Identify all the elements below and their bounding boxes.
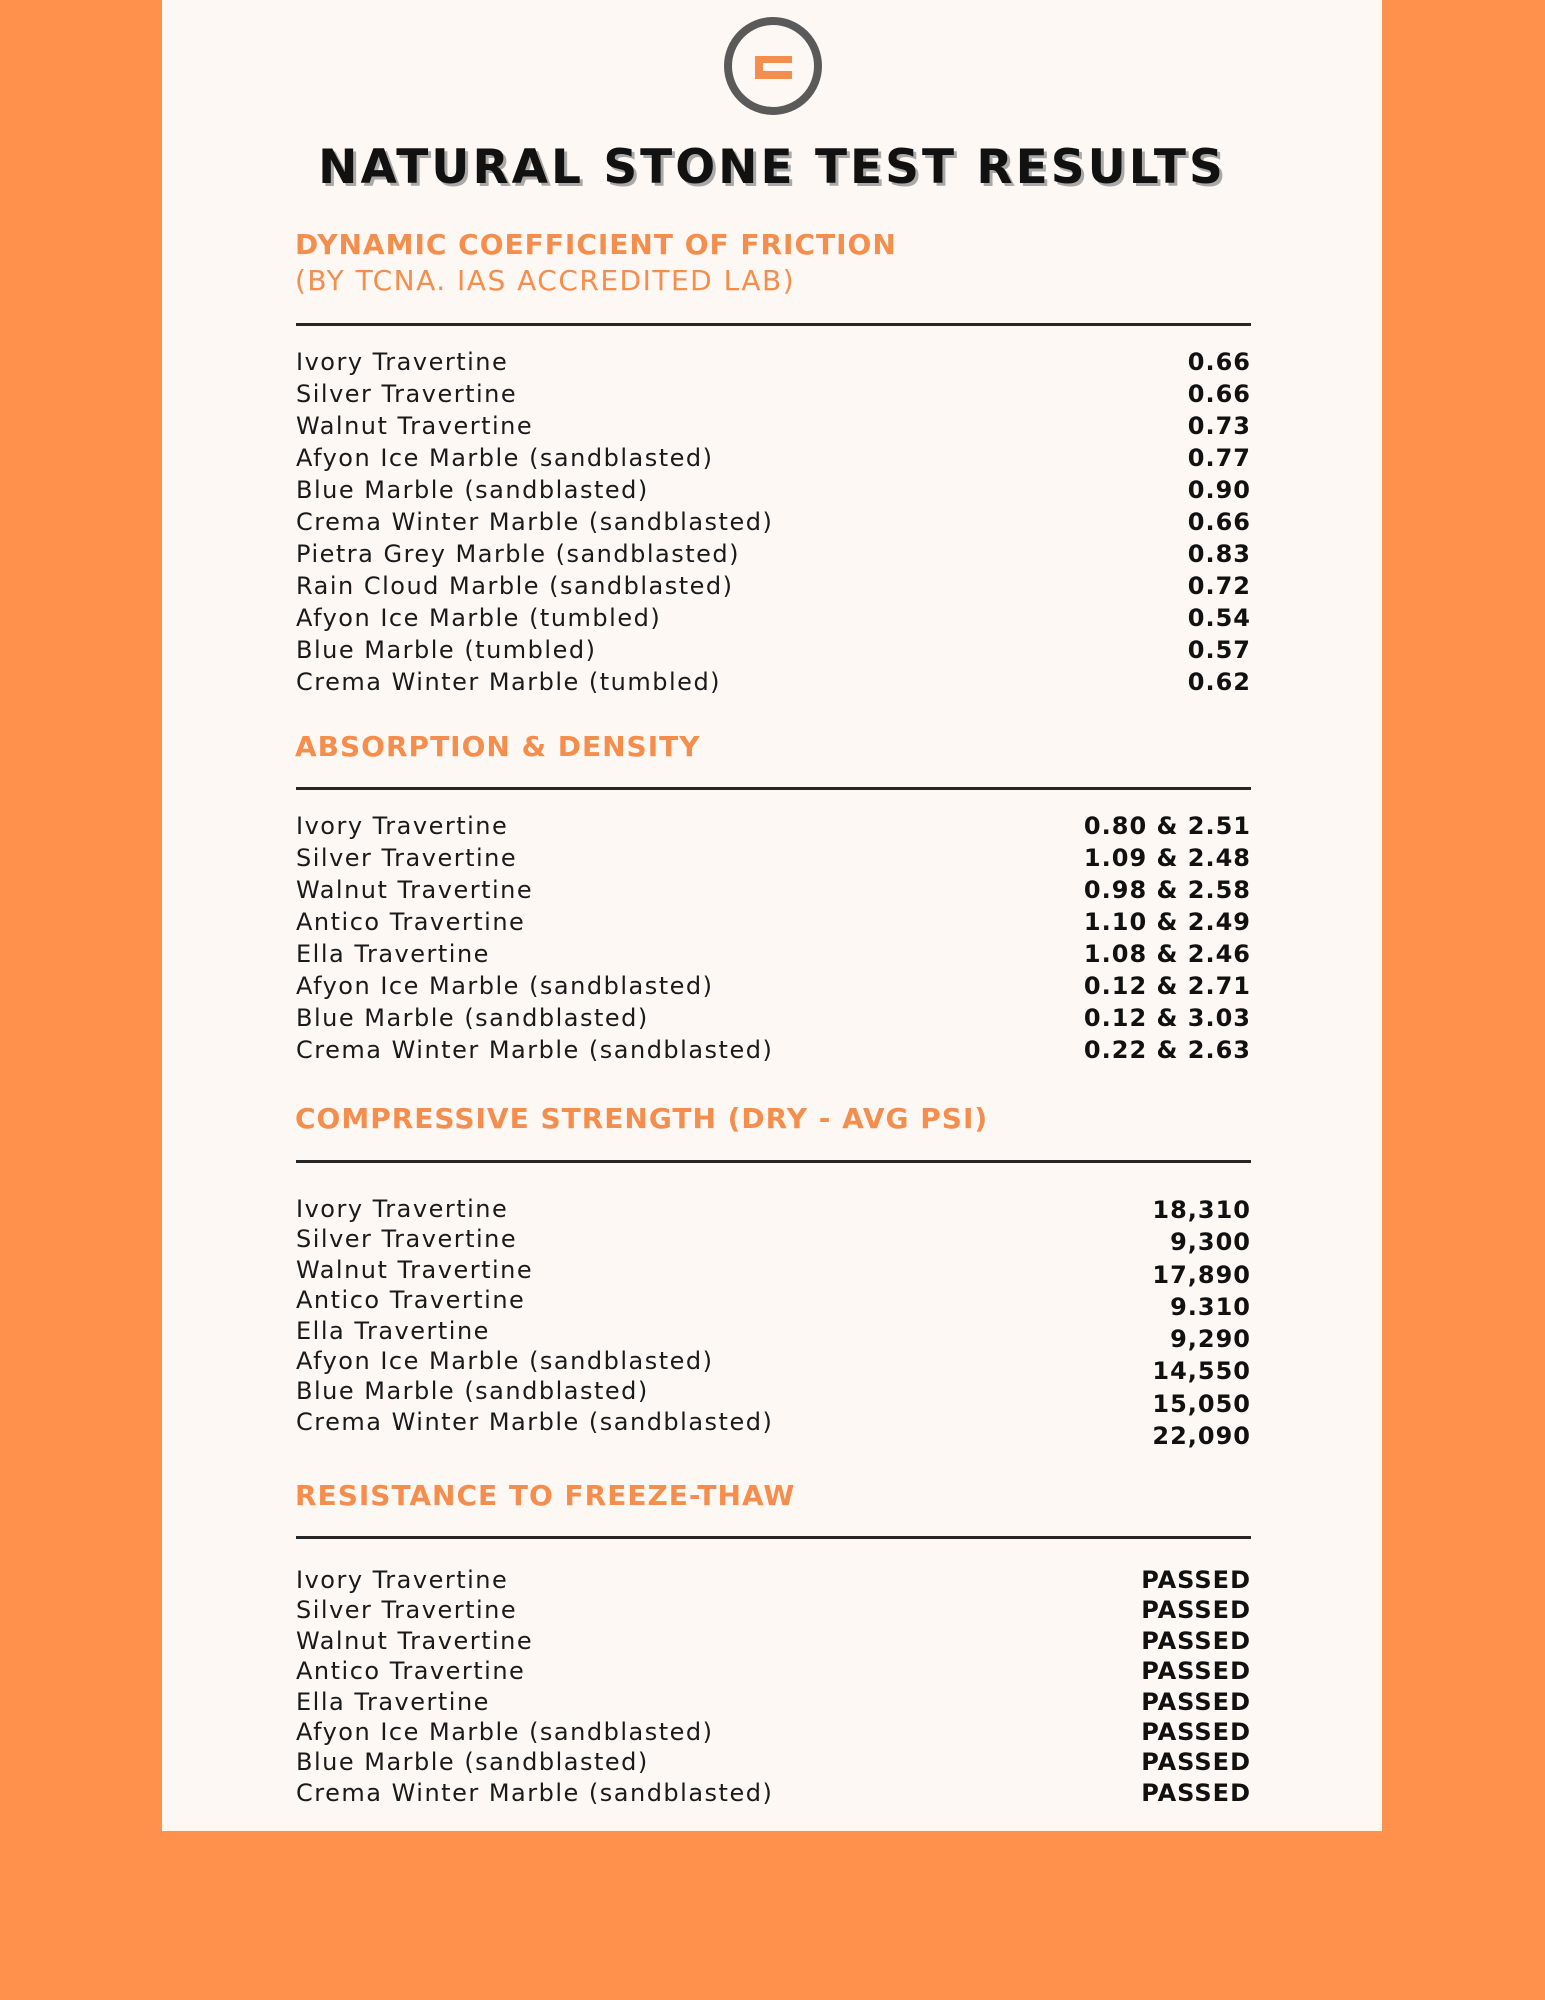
section-title-absorption: ABSORPTION & DENSITY (295, 730, 701, 763)
list-item (296, 506, 1251, 538)
test-value: PASSED (1141, 1626, 1251, 1655)
test-value: 18,310 (1152, 1196, 1251, 1224)
stone-name: Ella Travertine (296, 1316, 490, 1345)
list-item (296, 1565, 1251, 1595)
freeze-thaw-results-list (296, 1565, 1251, 1808)
friction-results-list (296, 346, 1251, 698)
test-value: 0.80 & 2.51 (1083, 812, 1251, 840)
list-item (296, 1323, 1251, 1355)
stone-name: Rain Cloud Marble (sandblasted) (296, 572, 734, 600)
stone-name: Afyon Ice Marble (tumbled) (296, 604, 662, 632)
section-divider-freeze-thaw (296, 1536, 1251, 1539)
test-value: 0.90 (1187, 476, 1251, 504)
list-item (296, 602, 1251, 634)
list-item (296, 1626, 1251, 1656)
list-item (296, 1291, 1251, 1323)
test-value: 0.72 (1187, 572, 1251, 600)
section-title-freeze-thaw: RESISTANCE TO FREEZE-THAW (295, 1479, 796, 1512)
test-value: 0.12 & 2.71 (1083, 972, 1251, 1000)
list-item (296, 1034, 1251, 1066)
list-item (296, 378, 1251, 410)
test-value: PASSED (1141, 1717, 1251, 1746)
stone-name: Ivory Travertine (296, 1566, 509, 1594)
stone-name: Walnut Travertine (296, 1626, 534, 1655)
stone-name: Crema Winter Marble (sandblasted) (296, 508, 774, 536)
test-value: 0.83 (1187, 540, 1251, 568)
test-value: 0.73 (1187, 412, 1251, 440)
stone-name: Antico Travertine (296, 1657, 526, 1686)
section-divider-friction (296, 323, 1251, 326)
test-value: 1.08 & 2.46 (1083, 940, 1251, 968)
test-value: 0.22 & 2.63 (1083, 1036, 1251, 1064)
list-item (296, 1259, 1251, 1291)
test-value: 0.77 (1187, 444, 1251, 472)
list-item (296, 666, 1251, 698)
stone-name: Afyon Ice Marble (sandblasted) (296, 444, 714, 472)
stone-name: Pietra Grey Marble (sandblasted) (296, 540, 741, 568)
stone-name: Ella Travertine (296, 1687, 490, 1716)
page-title: NATURAL STONE TEST RESULTS (318, 140, 1226, 195)
stone-name: Silver Travertine (296, 1225, 518, 1254)
list-item (296, 538, 1251, 570)
stone-name: Afyon Ice Marble (sandblasted) (296, 972, 714, 1000)
list-item (296, 1656, 1251, 1686)
stone-name: Antico Travertine (296, 908, 526, 936)
list-item (296, 1778, 1251, 1808)
list-item (296, 1687, 1251, 1717)
list-item (296, 474, 1251, 506)
list-item (296, 970, 1251, 1002)
stone-name: Walnut Travertine (296, 1255, 534, 1284)
test-value: 9,290 (1170, 1325, 1251, 1354)
compressive-values-list (296, 1194, 1251, 1452)
test-value: 22,090 (1152, 1422, 1251, 1451)
absorption-results-list (296, 810, 1251, 1066)
stone-name: Silver Travertine (296, 844, 518, 872)
stone-name: Ivory Travertine (296, 348, 509, 376)
stone-name: Silver Travertine (296, 1596, 518, 1625)
test-value: 0.66 (1187, 348, 1251, 376)
list-item (296, 442, 1251, 474)
test-value: PASSED (1141, 1748, 1251, 1777)
test-value: PASSED (1141, 1566, 1251, 1594)
stone-name: Crema Winter Marble (sandblasted) (296, 1036, 774, 1064)
stone-name: Crema Winter Marble (tumbled) (296, 668, 722, 696)
list-item (296, 1747, 1251, 1777)
list-item (296, 570, 1251, 602)
test-value: 14,550 (1152, 1357, 1251, 1386)
stone-name: Blue Marble (sandblasted) (296, 1004, 649, 1032)
stone-name: Silver Travertine (296, 380, 518, 408)
stone-name: Walnut Travertine (296, 412, 534, 440)
test-value: 0.57 (1187, 636, 1251, 664)
stone-name: Crema Winter Marble (sandblasted) (296, 1407, 774, 1436)
stone-name: Crema Winter Marble (sandblasted) (296, 1778, 774, 1807)
list-item (296, 1194, 1251, 1226)
list-item (296, 1226, 1251, 1258)
stone-name: Afyon Ice Marble (sandblasted) (296, 1717, 714, 1746)
list-item (296, 634, 1251, 666)
stone-name: Antico Travertine (296, 1286, 526, 1315)
logo-ring (728, 21, 818, 111)
section-title-compressive: COMPRESSIVE STRENGTH (DRY - AVG PSI) (295, 1102, 989, 1135)
section-title-friction: DYNAMIC COEFFICIENT OF FRICTION (295, 228, 897, 261)
list-item (296, 842, 1251, 874)
test-value: 0.66 (1187, 380, 1251, 408)
stone-name: Walnut Travertine (296, 876, 534, 904)
stone-name: Afyon Ice Marble (sandblasted) (296, 1346, 714, 1375)
stone-name: Blue Marble (sandblasted) (296, 1748, 649, 1777)
test-value: 0.54 (1187, 604, 1251, 632)
test-value: 9,300 (1170, 1228, 1251, 1257)
test-value: PASSED (1141, 1687, 1251, 1716)
section-divider-compressive (296, 1160, 1251, 1163)
list-item (296, 1388, 1251, 1420)
list-item (296, 1595, 1251, 1625)
stone-name: Ivory Travertine (296, 1195, 509, 1223)
stone-name: Blue Marble (tumbled) (296, 636, 597, 664)
e-letter-ring-logo-icon (722, 15, 824, 117)
list-item (296, 1420, 1251, 1452)
test-value: PASSED (1141, 1596, 1251, 1625)
test-value: PASSED (1141, 1778, 1251, 1807)
list-item (296, 1717, 1251, 1747)
list-item (296, 874, 1251, 906)
test-value: 0.12 & 3.03 (1083, 1004, 1251, 1032)
stone-name: Blue Marble (sandblasted) (296, 1377, 649, 1406)
list-item (296, 1002, 1251, 1034)
stone-name: Blue Marble (sandblasted) (296, 476, 649, 504)
list-item (296, 810, 1251, 842)
section-divider-absorption (296, 787, 1251, 790)
test-value: PASSED (1141, 1657, 1251, 1686)
stone-name: Ivory Travertine (296, 812, 509, 840)
test-value: 9.310 (1170, 1292, 1251, 1321)
test-value: 0.66 (1187, 508, 1251, 536)
logo-letter (755, 56, 792, 79)
test-value: 15,050 (1152, 1389, 1251, 1418)
test-value: 0.62 (1187, 668, 1251, 696)
list-item (296, 410, 1251, 442)
list-item (296, 346, 1251, 378)
document-sheet (162, 0, 1382, 1831)
section-subtitle-friction: (BY TCNA. IAS ACCREDITED LAB) (295, 264, 796, 297)
test-value: 0.98 & 2.58 (1083, 876, 1251, 904)
test-value: 1.10 & 2.49 (1083, 908, 1251, 936)
stone-name: Ella Travertine (296, 940, 490, 968)
list-item (296, 906, 1251, 938)
logo-bar-left (744, 49, 802, 56)
test-value: 1.09 & 2.48 (1083, 844, 1251, 872)
logo-bar-bottom (744, 79, 802, 86)
list-item (296, 938, 1251, 970)
list-item (296, 1355, 1251, 1387)
test-value: 17,890 (1152, 1260, 1251, 1289)
